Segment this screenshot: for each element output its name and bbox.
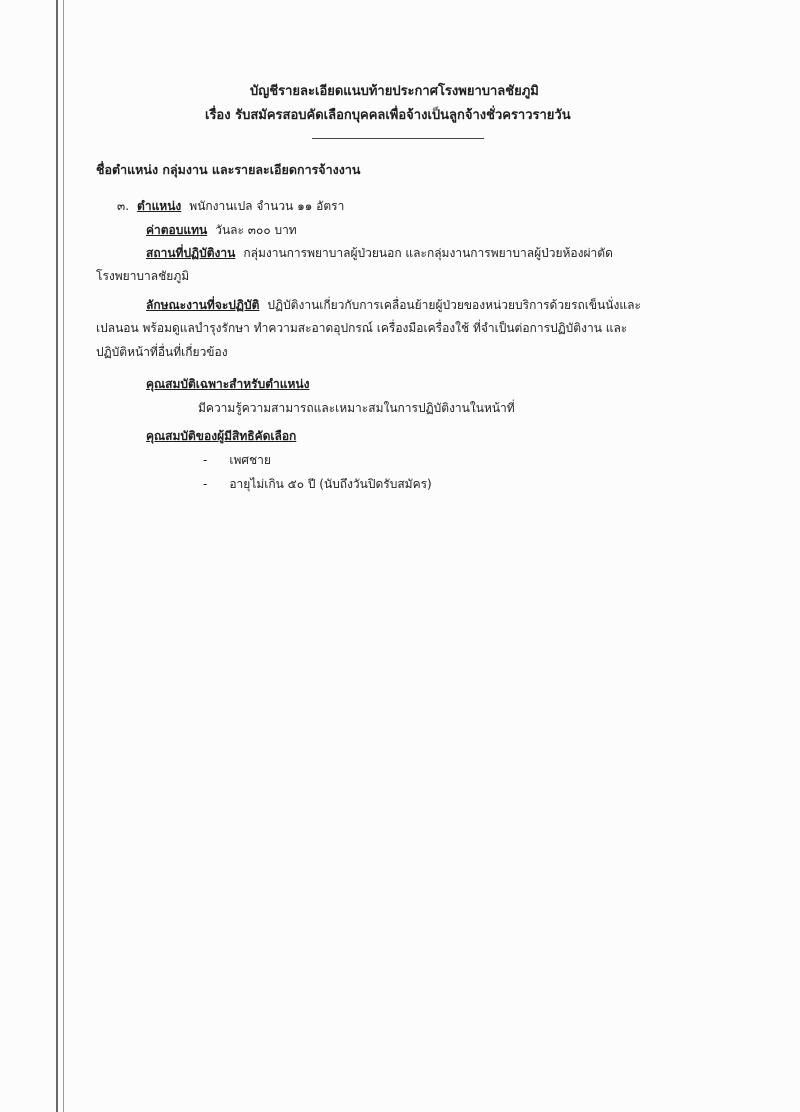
duties-line1: ปฏิบัติงานเกี่ยวกับการเคลื่อนย้ายผู้ป่วยของหน่วยบริการด้วยรถเข็นนั่งและ <box>267 298 641 312</box>
compensation-value: วันละ ๓๐๐ บาท <box>215 223 297 237</box>
specific-qual-value: มีความรู้ความสามารถและเหมาะสมในการปฏิบัติงานในหน้าที่ <box>198 401 515 415</box>
page-edge-line-inner <box>63 0 64 1112</box>
workplace-row <box>146 245 613 261</box>
applicant-qual-item <box>203 476 432 492</box>
duties-label: ลักษณะงานที่จะปฏิบัติ <box>146 298 260 312</box>
page-edge-line <box>56 0 58 1112</box>
position-row <box>117 198 344 214</box>
title-underline <box>312 138 484 139</box>
applicant-qual-text: เพศชาย <box>229 453 271 467</box>
position-value: พนักงานเปล จำนวน ๑๑ อัตรา <box>189 199 345 213</box>
compensation-label: ค่าตอบแทน <box>146 223 208 237</box>
workplace-label: สถานที่ปฏิบัติงาน <box>146 246 236 260</box>
item-number: ๓. <box>117 199 130 213</box>
duties-row <box>146 297 641 313</box>
bullet-dash: - <box>203 453 208 467</box>
specific-qual-label: คุณสมบัติเฉพาะสำหรับตำแหน่ง <box>146 377 310 391</box>
applicant-qual-label: คุณสมบัติของผู้มีสิทธิคัดเลือก <box>146 429 297 443</box>
workplace-value-line2: โรงพยาบาลชัยภูมิ <box>96 269 190 283</box>
position-label: ตำแหน่ง <box>137 199 182 213</box>
compensation-row <box>146 222 297 238</box>
applicant-qual-text: อายุไม่เกิน ๕๐ ปี (นับถึงวันปิดรับสมัคร) <box>229 477 432 491</box>
duties-line2: เปลนอน พร้อมดูแลบำรุงรักษา ทำความสะอาดอุปกรณ์ เครื่องมือเครื่องใช้ ที่จำเป็นต่อการปฏิบัติงาน และ <box>96 321 628 335</box>
document-title-line1: บัญชีรายละเอียดแนบท้ายประกาศโรงพยาบาลชัยภูมิ <box>250 84 539 99</box>
duties-line3: ปฏิบัติหน้าที่อื่นที่เกี่ยวข้อง <box>96 345 228 359</box>
section-heading: ชื่อตำแหน่ง กลุ่มงาน และรายละเอียดการจ้างงาน <box>96 162 361 177</box>
applicant-qual-item <box>203 452 271 468</box>
document-title-line2: เรื่อง รับสมัครสอบคัดเลือกบุคคลเพื่อจ้างเป็นลูกจ้างชั่วคราวรายวัน <box>205 108 571 123</box>
bullet-dash: - <box>203 477 208 491</box>
workplace-value-line1: กลุ่มงานการพยาบาลผู้ป่วยนอก และกลุ่มงานการพยาบาลผู้ป่วยห้องผ่าตัด <box>243 246 613 260</box>
